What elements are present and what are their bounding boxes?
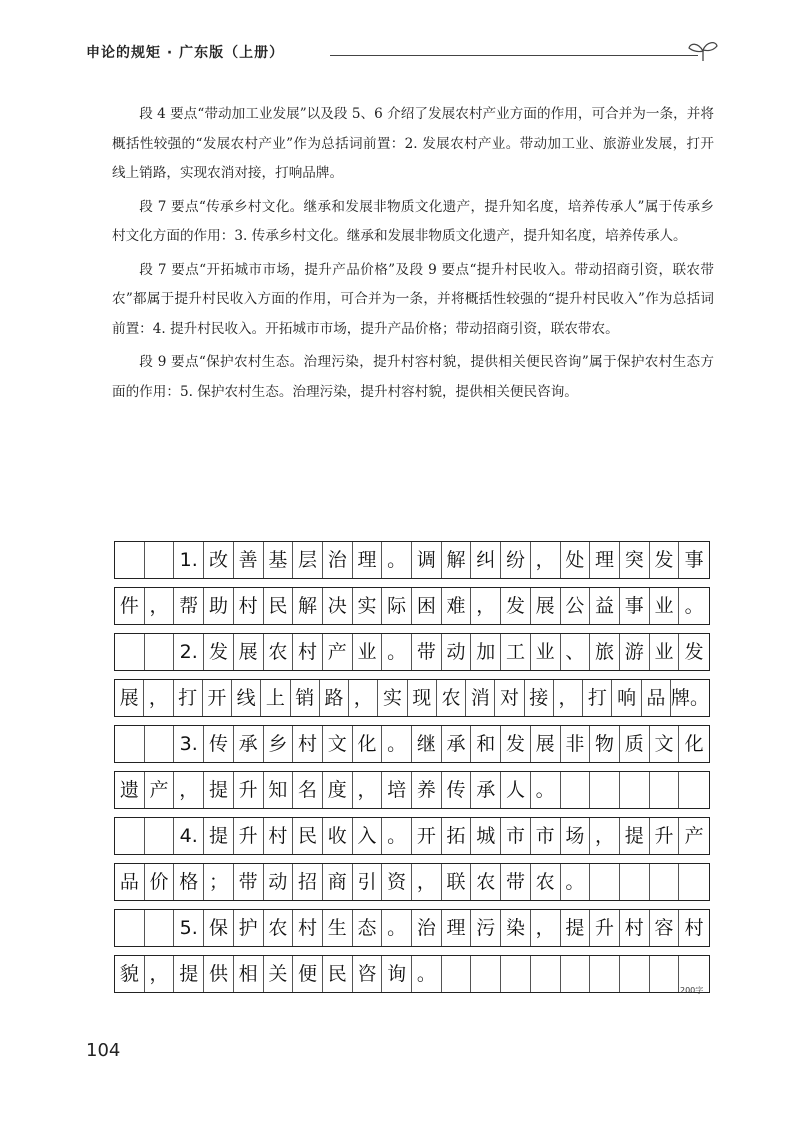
- grid-cell: 农: [531, 864, 561, 900]
- grid-cell: 对: [495, 680, 524, 716]
- grid-cell: [620, 864, 650, 900]
- grid-cell: 咨: [353, 956, 383, 992]
- grid-cell: 化: [684, 732, 704, 755]
- grid-cell: 人: [501, 772, 531, 808]
- grid-cell: 询: [382, 956, 412, 992]
- paragraph: 段 9 要点“保护农村生态。治理污染，提升村容村貌，提供相关便民咨询”属于保护农村生态方面的作用：5. 保护农村生态。治理污染，提升村容村貌，提供相关便民咨询。: [112, 354, 714, 400]
- grid-cell: 升: [234, 772, 264, 808]
- page-number: 104: [86, 1040, 121, 1061]
- grid-cell: [145, 634, 175, 670]
- grid-cell: [115, 634, 145, 670]
- paragraph: 段 7 要点“开拓城市市场，提升产品价格”及段 9 要点“提升村民收入。带动招商引资，联农带农”都属于提升村民收入方面的作用，可合并为一条，并将概括性较强的“提升村民收入”作为总括词前置：4. 提升村民收入。开拓城市市场，提升产品价格；带动招商引资，联农带农。: [112, 261, 714, 337]
- grid-cell: 响: [612, 680, 641, 716]
- grid-cell: 调: [412, 542, 442, 578]
- grid-cell: 化: [353, 726, 383, 762]
- grid-cell: [442, 956, 472, 992]
- grid-cell: ，: [590, 818, 620, 854]
- grid-cell: 发: [684, 640, 704, 663]
- grid-cell: 展: [115, 680, 144, 716]
- grid-cell: ，: [174, 772, 204, 808]
- grid-cell: 消: [466, 680, 495, 716]
- grid-cell: [620, 956, 650, 992]
- grid-cell: [145, 818, 175, 854]
- sprout-icon: [686, 40, 720, 62]
- grid-cell: [561, 956, 591, 992]
- grid-cell: 层: [293, 542, 323, 578]
- grid-row-cells: [114, 541, 710, 579]
- grid-cell: 民: [293, 818, 323, 854]
- grid-cell: 解: [442, 542, 472, 578]
- grid-cell: 业: [531, 634, 561, 670]
- grid-row-cells: [114, 679, 710, 717]
- paragraph: 段 4 要点“带动加工业发展”以及段 5、6 介绍了发展农村产业方面的作用，可合并为一条，并将概括性较强的“发展农村产业”作为总括词前置：2. 发展农村产业。带动加工业、旅游业发展，打开线上销路，实现农消对接，打响品牌。: [112, 106, 714, 181]
- grid-cell: 传: [204, 726, 234, 762]
- grid-cell: 开: [412, 818, 442, 854]
- grid-cell: 理: [590, 542, 620, 578]
- grid-cell: ，: [531, 910, 561, 946]
- grid-cell: [590, 864, 620, 900]
- grid-cell: 难: [442, 588, 472, 624]
- grid-cell: 治: [412, 910, 442, 946]
- grid-cell: [145, 542, 175, 578]
- grid-cell: 益: [590, 588, 620, 624]
- grid-row: [114, 863, 710, 909]
- grid-cell: 承: [234, 726, 264, 762]
- grid-cell: 关: [264, 956, 294, 992]
- grid-cell: 名: [293, 772, 323, 808]
- word-count-label: 200字: [680, 986, 704, 995]
- grid-cell: [115, 818, 145, 854]
- grid-cell: 升: [590, 910, 620, 946]
- grid-cell: 遗: [115, 772, 145, 808]
- grid-cell: [145, 910, 175, 946]
- grid-cell: 发: [650, 542, 680, 578]
- grid-row-cells: [114, 909, 710, 947]
- grid-cell: 旅: [590, 634, 620, 670]
- grid-cell: 际: [382, 588, 412, 624]
- grid-cell: 。: [382, 910, 412, 946]
- grid-cell: ，: [412, 864, 442, 900]
- grid-cell: 污: [471, 910, 501, 946]
- grid-cell: 件: [115, 588, 145, 624]
- grid-cell: 非: [561, 726, 591, 762]
- grid-cell: 带: [234, 864, 264, 900]
- grid-cell: [501, 956, 531, 992]
- grid-cell: 场: [561, 818, 591, 854]
- grid-cell: 。: [412, 956, 442, 992]
- grid-cell: 度: [323, 772, 353, 808]
- grid-cell: [679, 772, 709, 808]
- grid-cell: 村: [684, 916, 704, 939]
- grid-cell: ，: [353, 772, 383, 808]
- grid-cell: 城: [471, 818, 501, 854]
- grid-cell: 业: [353, 634, 383, 670]
- grid-cell: 村: [293, 910, 323, 946]
- grid-cell: 销: [291, 680, 320, 716]
- grid-cell: 提: [620, 818, 650, 854]
- grid-cell: 品: [115, 864, 145, 900]
- grid-cell: 纠: [471, 542, 501, 578]
- grid-cell: 帮: [174, 588, 204, 624]
- grid-cell: 产: [323, 634, 353, 670]
- grid-cell: 态: [353, 910, 383, 946]
- grid-cell: 展: [531, 588, 561, 624]
- grid-cell: ，: [145, 588, 175, 624]
- grid-cell: 基: [264, 542, 294, 578]
- grid-cell: 开: [203, 680, 232, 716]
- grid-cell: 治: [323, 542, 353, 578]
- grid-cell: 4.: [174, 818, 204, 854]
- grid-cell: 业: [650, 588, 680, 624]
- grid-cell: 品: [642, 680, 671, 716]
- grid-cell: 民: [323, 956, 353, 992]
- grid-cell: 加: [471, 634, 501, 670]
- grid-cell: 提: [204, 818, 234, 854]
- grid-cell: 质: [620, 726, 650, 762]
- grid-cell: 事: [620, 588, 650, 624]
- grid-cell: [590, 772, 620, 808]
- grid-cell: 物: [590, 726, 620, 762]
- analysis-text: [112, 100, 714, 411]
- grid-row: [114, 587, 710, 633]
- grid-cell: 解: [293, 588, 323, 624]
- grid-cell: 带: [412, 634, 442, 670]
- grid-row-cells: [114, 725, 710, 763]
- grid-row: [114, 679, 710, 725]
- grid-cell: 护: [234, 910, 264, 946]
- grid-cell: 便: [293, 956, 323, 992]
- grid-cell: 。: [684, 594, 704, 617]
- grid-cell: 村: [264, 818, 294, 854]
- grid-cell: 线: [232, 680, 261, 716]
- grid-cell: 相: [234, 956, 264, 992]
- grid-cell: 业: [650, 634, 680, 670]
- grid-cell: 格: [174, 864, 204, 900]
- grid-row: [114, 633, 710, 679]
- grid-cell: 。: [382, 726, 412, 762]
- grid-cell: ，: [531, 542, 561, 578]
- grid-cell: 升: [234, 818, 264, 854]
- grid-cell: 村: [234, 588, 264, 624]
- grid-cell: 。: [531, 772, 561, 808]
- grid-cell: 展: [531, 726, 561, 762]
- grid-cell: 收: [323, 818, 353, 854]
- book-title: 申论的规矩 · 广东版（上册）: [86, 45, 285, 61]
- grid-cell: [115, 542, 145, 578]
- grid-cell: 市: [501, 818, 531, 854]
- grid-cell: [679, 864, 709, 900]
- grid-cell: [561, 772, 591, 808]
- grid-cell: 貌: [115, 956, 145, 992]
- grid-cell: 承: [471, 772, 501, 808]
- grid-cell: 理: [353, 542, 383, 578]
- header-rule: [330, 55, 698, 56]
- grid-row: [114, 725, 710, 771]
- grid-cell: 理: [442, 910, 472, 946]
- grid-cell: 发: [501, 726, 531, 762]
- grid-cell: 村: [293, 726, 323, 762]
- grid-cell: 工: [501, 634, 531, 670]
- grid-cell: 带: [501, 864, 531, 900]
- grid-cell: 发: [204, 634, 234, 670]
- grid-cell: 事: [684, 548, 704, 571]
- grid-cell: 和: [471, 726, 501, 762]
- grid-cell: 供: [204, 956, 234, 992]
- grid-row: [114, 955, 710, 1001]
- grid-cell: 接: [525, 680, 554, 716]
- grid-cell: ，: [349, 680, 378, 716]
- grid-cell: [531, 956, 561, 992]
- running-header: [86, 40, 726, 66]
- paragraph: 段 7 要点“传承乡村文化。继承和发展非物质文化遗产，提升知名度，培养传承人”属于传承乡村文化方面的作用：3. 传承乡村文化。继承和发展非物质文化遗产，提升知名度，培养传承人。: [112, 198, 714, 244]
- grid-cell: 改: [204, 542, 234, 578]
- grid-cell: 现: [408, 680, 437, 716]
- grid-cell: 市: [531, 818, 561, 854]
- grid-cell: ，: [145, 956, 175, 992]
- grid-cell: 打: [583, 680, 612, 716]
- grid-cell: [650, 956, 680, 992]
- grid-cell: 拓: [442, 818, 472, 854]
- grid-cell: 招: [293, 864, 323, 900]
- grid-cell: 处: [561, 542, 591, 578]
- grid-cell: ；: [204, 864, 234, 900]
- grid-cell: ，: [554, 680, 583, 716]
- grid-cell: 提: [561, 910, 591, 946]
- grid-cell: 民: [264, 588, 294, 624]
- grid-cell: 善: [234, 542, 264, 578]
- grid-cell: 、: [561, 634, 591, 670]
- grid-cell: 。: [382, 542, 412, 578]
- grid-cell: 升: [650, 818, 680, 854]
- grid-cell: ，: [471, 588, 501, 624]
- grid-cell: 文: [323, 726, 353, 762]
- grid-cell: [650, 864, 680, 900]
- grid-cell: 困: [412, 588, 442, 624]
- grid-cell: 村: [293, 634, 323, 670]
- grid-row-cells: [114, 955, 710, 993]
- grid-cell: 产: [684, 824, 704, 847]
- grid-cell: [620, 772, 650, 808]
- grid-cell: 发: [501, 588, 531, 624]
- grid-cell: 农: [264, 910, 294, 946]
- grid-cell: [650, 772, 680, 808]
- grid-cell: 路: [320, 680, 349, 716]
- grid-row-cells: [114, 771, 710, 809]
- grid-cell: 。: [561, 864, 591, 900]
- grid-cell: 打: [174, 680, 203, 716]
- grid-row: [114, 817, 710, 863]
- grid-cell: 展: [234, 634, 264, 670]
- grid-cell: 农: [264, 634, 294, 670]
- grid-cell: 1.: [174, 542, 204, 578]
- grid-cell: 容: [650, 910, 680, 946]
- grid-cell: 2.: [174, 634, 204, 670]
- grid-cell: 上: [261, 680, 290, 716]
- grid-cell: 知: [264, 772, 294, 808]
- grid-row-cells: [114, 587, 710, 625]
- grid-cell: 继: [412, 726, 442, 762]
- grid-row: [114, 909, 710, 955]
- grid-cell: 入: [353, 818, 383, 854]
- grid-row-cells: [114, 817, 710, 855]
- grid-cell: 实: [378, 680, 407, 716]
- grid-row-cells: [114, 863, 710, 901]
- grid-cell: 实: [353, 588, 383, 624]
- grid-cell: 保: [204, 910, 234, 946]
- grid-cell: 提: [204, 772, 234, 808]
- grid-cell: [471, 956, 501, 992]
- grid-cell: 助: [204, 588, 234, 624]
- grid-cell: 传: [442, 772, 472, 808]
- grid-row: [114, 541, 710, 587]
- grid-cell: 承: [442, 726, 472, 762]
- grid-cell: 生: [323, 910, 353, 946]
- grid-cell: 农: [471, 864, 501, 900]
- grid-cell: 5.: [174, 910, 204, 946]
- grid-cell: 牌。: [670, 686, 709, 709]
- grid-cell: 。: [382, 818, 412, 854]
- grid-cell: 联: [442, 864, 472, 900]
- grid-cell: 文: [650, 726, 680, 762]
- grid-cell: 突: [620, 542, 650, 578]
- grid-cell: 3.: [174, 726, 204, 762]
- grid-cell: [115, 910, 145, 946]
- grid-cell: 提: [174, 956, 204, 992]
- grid-cell: 商: [323, 864, 353, 900]
- grid-cell: 养: [412, 772, 442, 808]
- grid-row: [114, 771, 710, 817]
- grid-cell: 决: [323, 588, 353, 624]
- grid-cell: 农: [437, 680, 466, 716]
- grid-cell: 动: [264, 864, 294, 900]
- grid-cell: [115, 726, 145, 762]
- grid-cell: 产: [145, 772, 175, 808]
- grid-cell: 村: [620, 910, 650, 946]
- grid-cell: 游: [620, 634, 650, 670]
- grid-cell: ，: [144, 680, 173, 716]
- answer-grid: [114, 541, 710, 1001]
- grid-cell: 公: [561, 588, 591, 624]
- grid-cell: 染: [501, 910, 531, 946]
- grid-cell: 资: [382, 864, 412, 900]
- grid-cell: [590, 956, 620, 992]
- grid-cell: 引: [353, 864, 383, 900]
- grid-cell: 。: [382, 634, 412, 670]
- grid-cell: 培: [382, 772, 412, 808]
- grid-cell: 价: [145, 864, 175, 900]
- grid-cell: 乡: [264, 726, 294, 762]
- grid-cell: 纷: [501, 542, 531, 578]
- grid-cell: [145, 726, 175, 762]
- grid-row-cells: [114, 633, 710, 671]
- grid-cell: 动: [442, 634, 472, 670]
